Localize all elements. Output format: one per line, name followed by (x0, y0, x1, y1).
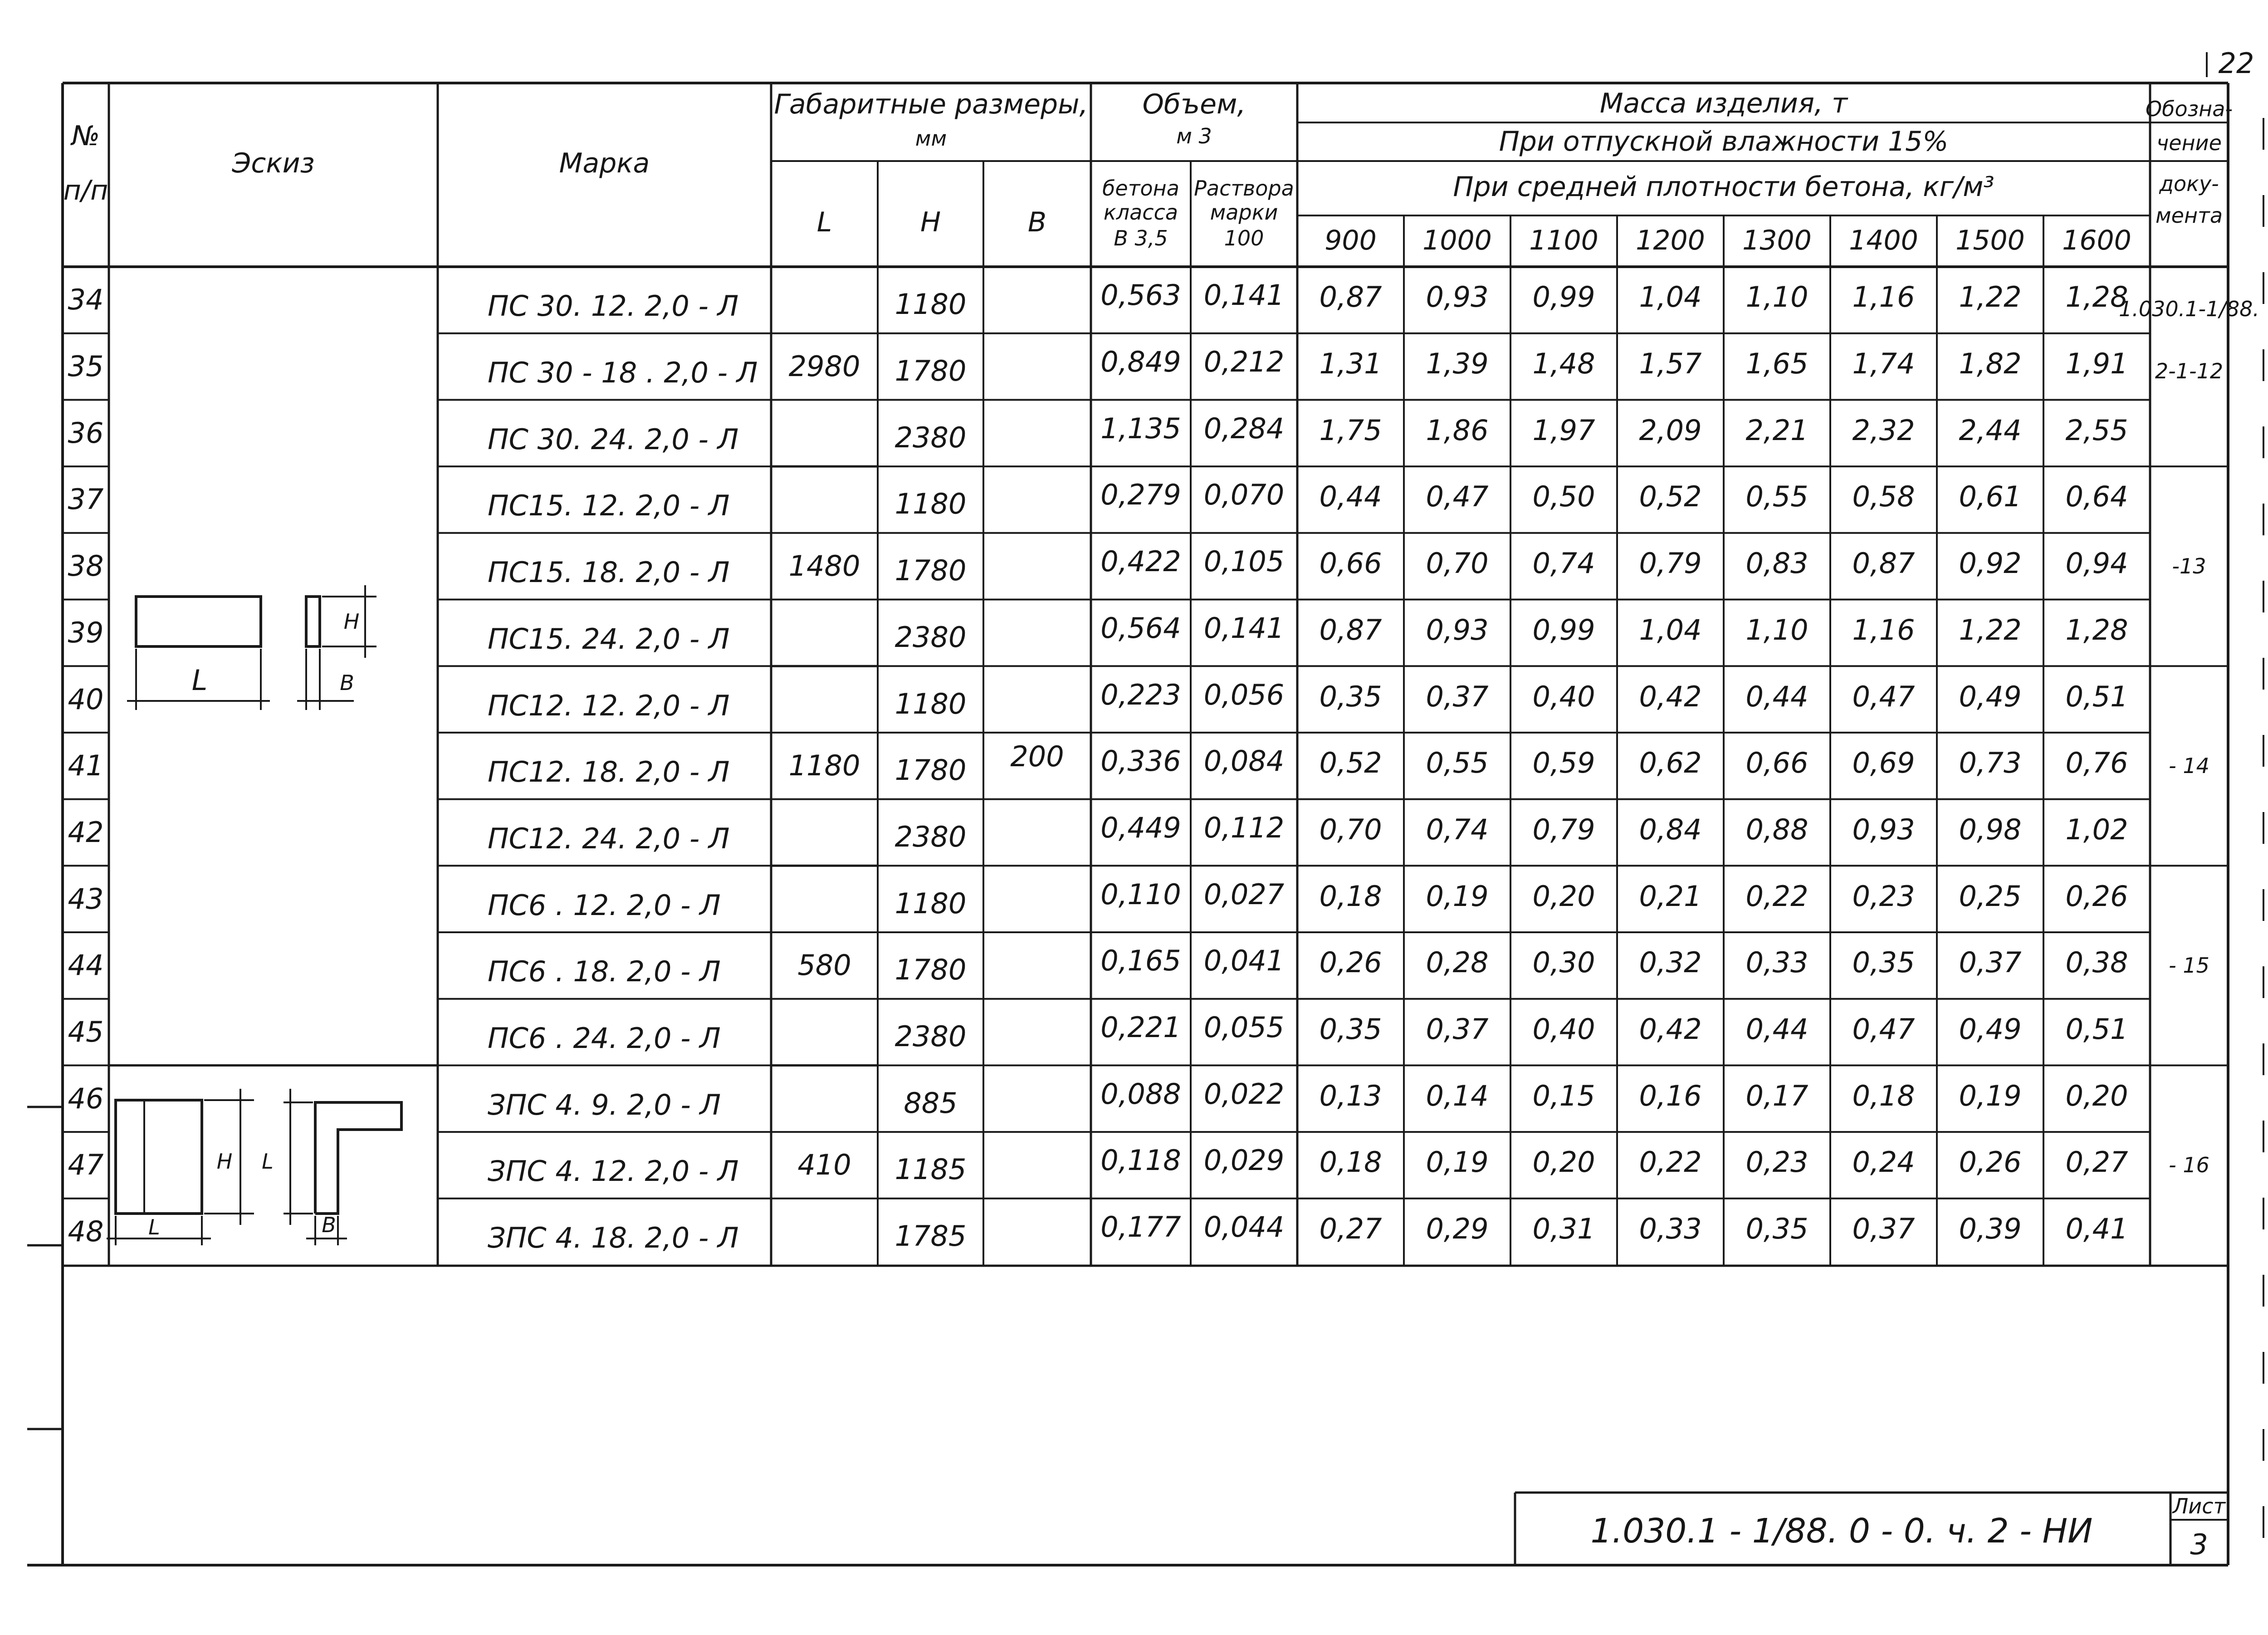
row-mass: 0,22 (1639, 1145, 1702, 1179)
row-v-mortar: 0,027 (1203, 877, 1285, 911)
row-mass: 0,23 (1745, 1145, 1809, 1179)
row-mass: 1,82 (1959, 347, 2022, 381)
header-doc4: мента (2155, 203, 2223, 228)
row-mass: 0,30 (1532, 946, 1595, 979)
row-mass: 0,87 (1319, 280, 1382, 314)
row-mass: 0,19 (1426, 1145, 1489, 1179)
header-concrete: бетона (1102, 176, 1179, 201)
row-mass: 0,66 (1319, 547, 1382, 580)
row-mass: 1,74 (1852, 347, 1915, 381)
row-mass: 0,35 (1319, 680, 1382, 713)
row-v-mortar: 0,055 (1203, 1011, 1285, 1044)
header-no: № (71, 120, 100, 152)
row-v-mortar: 0,022 (1203, 1077, 1285, 1111)
row-mass: 1,28 (2065, 613, 2128, 646)
row-mass: 0,37 (1426, 680, 1489, 713)
row-mass: 2,44 (1959, 413, 2022, 447)
row-H: 1780 (894, 554, 967, 587)
sketch-B-label: В (340, 671, 354, 695)
row-mass: 0,14 (1426, 1079, 1489, 1112)
sketch2-H-label: H (216, 1149, 233, 1174)
row-v-mortar: 0,029 (1203, 1144, 1285, 1177)
header-dims: Габаритные размеры, (774, 88, 1088, 120)
row-v-mortar: 0,141 (1203, 611, 1285, 645)
row-mass: 1,10 (1745, 280, 1809, 314)
doc-group-value: - 14 (2169, 754, 2209, 778)
row-marka: ПС15. 18. 2,0 - Л (488, 556, 730, 589)
row-v-concrete: 0,422 (1100, 545, 1181, 578)
row-mass: 1,02 (2065, 813, 2128, 846)
row-marka: ПС15. 24. 2,0 - Л (488, 622, 730, 656)
row-H: 885 (904, 1086, 958, 1120)
header-density-900: 900 (1325, 225, 1377, 256)
header-concrete-class-val: В 3,5 (1114, 226, 1168, 250)
row-mass: 1,16 (1852, 613, 1915, 646)
header-density: При средней плотности бетона, кг/м³ (1453, 171, 1994, 203)
row-H: 1180 (894, 288, 967, 321)
row-mass: 0,84 (1639, 813, 1702, 846)
row-mass: 0,74 (1426, 813, 1489, 846)
sketch2-B-label: В (322, 1213, 336, 1237)
row-v-concrete: 0,118 (1100, 1144, 1181, 1177)
row-mass: 0,47 (1426, 480, 1489, 514)
row-v-concrete: 0,177 (1100, 1210, 1181, 1244)
row-mass: 0,69 (1852, 746, 1915, 780)
row-mass: 0,47 (1852, 680, 1915, 713)
row-mass: 1,04 (1639, 280, 1702, 314)
row-mass: 0,52 (1639, 480, 1702, 514)
L-group-value: 2980 (788, 350, 860, 383)
row-marka: ПС15. 12. 2,0 - Л (488, 489, 730, 523)
row-mass: 0,93 (1852, 813, 1915, 846)
row-mass: 0,35 (1852, 946, 1915, 979)
row-marka: ПС 30. 12. 2,0 - Л (488, 289, 739, 323)
row-mass: 0,42 (1639, 1013, 1702, 1046)
row-marka: ПС6 . 24. 2,0 - Л (488, 1022, 721, 1055)
row-marka: ПС12. 24. 2,0 - Л (488, 822, 730, 855)
row-mass: 0,26 (1959, 1145, 2022, 1179)
row-mass: 0,37 (1426, 1013, 1489, 1046)
row-H: 1780 (894, 754, 967, 787)
row-v-mortar: 0,084 (1203, 744, 1285, 778)
row-mass: 0,33 (1639, 1212, 1702, 1246)
L-group-value: 580 (797, 949, 851, 982)
row-mass: 0,23 (1852, 879, 1915, 913)
row-v-mortar: 0,056 (1203, 678, 1285, 711)
row-mass: 1,22 (1959, 613, 2022, 646)
row-marka: ЗПС 4. 18. 2,0 - Л (488, 1221, 739, 1255)
row-v-mortar: 0,112 (1203, 811, 1285, 844)
row-no: 34 (68, 283, 104, 317)
header-density-1100: 1100 (1529, 225, 1598, 256)
B-value: 200 (1010, 740, 1064, 773)
row-v-concrete: 0,088 (1100, 1077, 1181, 1111)
row-mass: 0,38 (2065, 946, 2128, 979)
row-mass: 1,97 (1532, 413, 1595, 447)
row-mass: 0,13 (1319, 1079, 1382, 1112)
panel-sketch (136, 597, 261, 646)
row-mass: 0,87 (1319, 613, 1382, 646)
row-mass: 1,04 (1639, 613, 1702, 646)
row-mass: 0,59 (1532, 746, 1595, 780)
row-mass: 0,92 (1959, 547, 2022, 580)
row-mass: 0,66 (1745, 746, 1809, 780)
doc-group-value: 1.030.1-1/88. (2118, 297, 2260, 322)
row-mass: 0,26 (2065, 879, 2128, 913)
row-v-concrete: 0,110 (1100, 877, 1181, 911)
row-mass: 0,87 (1852, 547, 1915, 580)
sheet-label: Лист (2172, 1494, 2226, 1518)
row-mass: 0,37 (1852, 1212, 1915, 1246)
row-mass: 0,19 (1426, 879, 1489, 913)
row-mass: 0,52 (1319, 746, 1382, 780)
row-mass: 1,65 (1745, 347, 1809, 381)
row-mass: 0,79 (1639, 547, 1702, 580)
L-group-value: 410 (797, 1148, 851, 1182)
row-mass: 0,99 (1532, 613, 1595, 646)
header-marka: Марка (559, 147, 650, 179)
row-mass: 0,35 (1745, 1212, 1809, 1246)
row-mass: 0,47 (1852, 1013, 1915, 1046)
row-v-concrete: 0,449 (1100, 811, 1181, 844)
doc-code: 1.030.1 - 1/88. 0 - 0. ч. 2 - НИ (1590, 1512, 2093, 1551)
row-no: 42 (68, 815, 104, 849)
L-group-value: 1480 (788, 549, 860, 583)
row-mass: 1,31 (1319, 347, 1382, 381)
row-H: 1180 (894, 687, 967, 720)
row-no: 39 (68, 616, 104, 649)
row-mass: 0,49 (1959, 680, 2022, 713)
row-H: 1180 (894, 487, 967, 521)
row-mass: 0,29 (1426, 1212, 1489, 1246)
row-mass: 0,93 (1426, 280, 1489, 314)
row-mass: 0,16 (1639, 1079, 1702, 1112)
row-mass: 0,18 (1852, 1079, 1915, 1112)
row-H: 2380 (894, 421, 967, 454)
header-density-1000: 1000 (1422, 225, 1492, 256)
row-mass: 0,93 (1426, 613, 1489, 646)
row-no: 36 (68, 416, 104, 450)
row-marka: ПС6 . 18. 2,0 - Л (488, 955, 721, 989)
row-mass: 0,51 (2065, 680, 2128, 713)
header-density-1300: 1300 (1742, 225, 1812, 256)
row-H: 1780 (894, 953, 967, 987)
header-dims-unit: мм (915, 126, 947, 151)
doc-group-value: - 15 (2169, 953, 2209, 978)
row-mass: 0,88 (1745, 813, 1809, 846)
row-marka: ПС6 . 12. 2,0 - Л (488, 888, 721, 922)
row-v-mortar: 0,141 (1203, 279, 1285, 312)
row-mass: 1,86 (1426, 413, 1489, 447)
row-mass: 0,51 (2065, 1013, 2128, 1046)
row-no: 48 (68, 1215, 104, 1248)
header-mortar-grade: марки (1210, 200, 1278, 225)
row-marka: ЗПС 4. 12. 2,0 - Л (488, 1155, 739, 1188)
row-marka: ПС 30 - 18 . 2,0 - Л (488, 356, 758, 390)
row-marka: ПС12. 18. 2,0 - Л (488, 755, 730, 789)
row-mass: 2,09 (1639, 413, 1702, 447)
doc-group-value: -13 (2172, 554, 2206, 579)
row-mass: 0,24 (1852, 1145, 1915, 1179)
row-v-mortar: 0,041 (1203, 944, 1285, 978)
row-mass: 2,21 (1745, 413, 1809, 447)
row-mass: 0,76 (2065, 746, 2128, 780)
header-sketch: Эскиз (232, 147, 315, 179)
row-mass: 0,33 (1745, 946, 1809, 979)
row-mass: 0,35 (1319, 1013, 1382, 1046)
row-v-concrete: 0,221 (1100, 1011, 1181, 1044)
row-H: 1780 (894, 354, 967, 388)
row-mass: 0,70 (1319, 813, 1382, 846)
row-mass: 0,31 (1532, 1212, 1595, 1246)
header-B: В (1027, 206, 1047, 238)
row-mass: 1,57 (1639, 347, 1702, 381)
sketches (107, 585, 401, 1245)
corner-panel-section (315, 1102, 401, 1214)
row-v-mortar: 0,044 (1203, 1210, 1285, 1244)
row-mass: 0,73 (1959, 746, 2022, 780)
row-mass: 0,94 (2065, 547, 2128, 580)
row-mass: 0,55 (1745, 480, 1809, 514)
row-v-concrete: 0,849 (1100, 345, 1181, 379)
header-volume: Объем, (1142, 88, 1246, 120)
row-mass: 0,62 (1639, 746, 1702, 780)
sheet-number: 3 (2190, 1528, 2208, 1561)
row-mass: 0,99 (1532, 280, 1595, 314)
row-no: 46 (68, 1082, 104, 1115)
row-H: 2380 (894, 820, 967, 853)
header-doc3: доку- (2159, 171, 2219, 196)
header-density-1600: 1600 (2062, 225, 2131, 256)
row-mass: 0,18 (1319, 1145, 1382, 1179)
row-v-mortar: 0,105 (1203, 545, 1285, 578)
header-concrete-class: класса (1103, 200, 1178, 225)
row-mass: 0,27 (1319, 1212, 1382, 1246)
row-mass: 0,58 (1852, 480, 1915, 514)
row-no: 40 (68, 682, 104, 716)
header-density-1400: 1400 (1849, 225, 1918, 256)
row-mass: 0,74 (1532, 547, 1595, 580)
row-mass: 0,83 (1745, 547, 1809, 580)
row-mass: 0,64 (2065, 480, 2128, 514)
row-mass: 0,70 (1426, 547, 1489, 580)
row-v-concrete: 0,165 (1100, 944, 1181, 978)
doc-group-value: - 16 (2169, 1153, 2209, 1178)
sketch2-L-label: L (148, 1215, 160, 1239)
corner-panel-sketch (116, 1100, 202, 1214)
row-marka: ПС12. 12. 2,0 - Л (488, 689, 730, 722)
row-mass: 0,27 (2065, 1145, 2128, 1179)
row-mass: 0,49 (1959, 1013, 2022, 1046)
row-no: 47 (68, 1148, 104, 1182)
row-marka: ЗПС 4. 9. 2,0 - Л (488, 1088, 721, 1121)
header-moisture: При отпускной влажности 15% (1499, 126, 1949, 157)
L-group-value: 1180 (788, 749, 860, 783)
row-no: 45 (68, 1015, 104, 1049)
header-density-1200: 1200 (1636, 225, 1705, 256)
row-v-concrete: 0,279 (1100, 478, 1181, 512)
header-mortar-grade-val: 100 (1224, 226, 1264, 250)
row-mass: 0,20 (1532, 1145, 1595, 1179)
row-mass: 0,20 (1532, 879, 1595, 913)
row-v-concrete: 0,563 (1100, 279, 1181, 312)
row-no: 43 (68, 882, 104, 915)
row-mass: 0,42 (1639, 680, 1702, 713)
row-mass: 0,32 (1639, 946, 1702, 979)
page-number: 22 (2218, 47, 2254, 80)
row-marka: ПС 30. 24. 2,0 - Л (488, 422, 739, 456)
sketch2-L2-label: L (262, 1149, 274, 1174)
row-mass: 0,17 (1745, 1079, 1809, 1112)
header-L: L (816, 206, 832, 238)
row-no: 35 (68, 350, 104, 383)
row-mass: 0,20 (2065, 1079, 2128, 1112)
row-mass: 0,22 (1745, 879, 1809, 913)
row-mass: 0,44 (1745, 680, 1809, 713)
header-volume-unit: м 3 (1176, 124, 1212, 148)
row-mass: 1,28 (2065, 280, 2128, 314)
row-mass: 2,55 (2065, 413, 2128, 447)
row-mass: 0,44 (1745, 1013, 1809, 1046)
row-mass: 0,40 (1532, 1013, 1595, 1046)
header-density-1500: 1500 (1955, 225, 2025, 256)
row-mass: 0,55 (1426, 746, 1489, 780)
row-v-concrete: 1,135 (1100, 411, 1181, 445)
row-H: 1185 (894, 1153, 967, 1186)
row-mass: 1,39 (1426, 347, 1489, 381)
panel-section (306, 597, 320, 646)
row-mass: 0,40 (1532, 680, 1595, 713)
row-mass: 0,50 (1532, 480, 1595, 514)
row-H: 1180 (894, 886, 967, 920)
row-mass: 0,19 (1959, 1079, 2022, 1112)
row-mass: 0,61 (1959, 480, 2022, 514)
row-mass: 0,21 (1639, 879, 1702, 913)
sketch-L-label: L (191, 664, 208, 697)
row-H: 2380 (894, 1020, 967, 1053)
header-no-sub: п/п (63, 175, 108, 206)
row-mass: 1,16 (1852, 280, 1915, 314)
header-doc: Обозна- (2145, 97, 2233, 121)
row-no: 37 (68, 483, 104, 516)
row-v-mortar: 0,212 (1203, 345, 1285, 379)
row-mass: 0,79 (1532, 813, 1595, 846)
row-mass: 2,32 (1852, 413, 1915, 447)
row-mass: 0,37 (1959, 946, 2022, 979)
header-H: H (920, 206, 941, 238)
row-no: 38 (68, 549, 104, 583)
sketch-H-label: H (343, 609, 360, 634)
row-no: 41 (68, 749, 104, 783)
row-mass: 0,18 (1319, 879, 1382, 913)
row-mass: 1,10 (1745, 613, 1809, 646)
row-mass: 0,98 (1959, 813, 2022, 846)
row-mass: 0,25 (1959, 879, 2022, 913)
row-mass: 1,48 (1532, 347, 1595, 381)
header-mortar: Раствора (1194, 176, 1294, 201)
row-mass: 1,91 (2065, 347, 2128, 381)
row-v-concrete: 0,223 (1100, 678, 1181, 711)
row-mass: 1,75 (1319, 413, 1382, 447)
row-mass: 0,44 (1319, 480, 1382, 514)
header-mass: Масса изделия, т (1599, 88, 1848, 119)
row-mass: 0,39 (1959, 1212, 2022, 1246)
row-v-concrete: 0,564 (1100, 611, 1181, 645)
row-H: 1785 (894, 1219, 967, 1253)
row-v-mortar: 0,284 (1203, 411, 1285, 445)
row-v-mortar: 0,070 (1203, 478, 1285, 512)
row-mass: 1,22 (1959, 280, 2022, 314)
row-mass: 0,28 (1426, 946, 1489, 979)
row-mass: 0,15 (1532, 1079, 1595, 1112)
row-mass: 0,41 (2065, 1212, 2128, 1246)
row-no: 44 (68, 949, 104, 982)
row-v-concrete: 0,336 (1100, 744, 1181, 778)
row-H: 2380 (894, 620, 967, 654)
header-doc2: чение (2156, 131, 2222, 155)
row-mass: 0,26 (1319, 946, 1382, 979)
doc-group-value2: 2-1-12 (2155, 359, 2224, 384)
